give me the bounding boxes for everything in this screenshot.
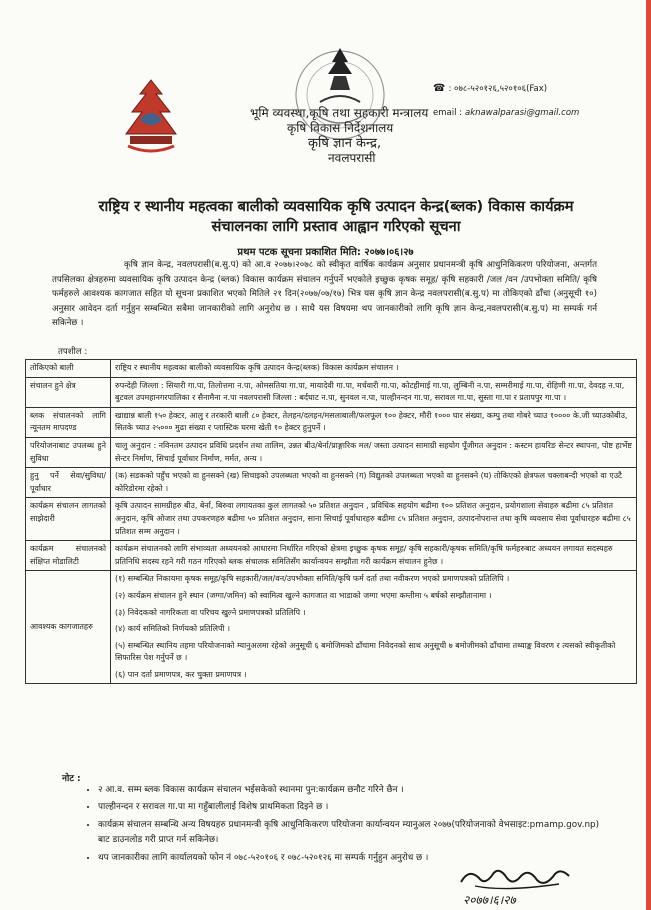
page-edge-stripe	[646, 0, 651, 910]
table-row	[26, 498, 637, 541]
document-item: (१) सम्बन्धित निकायमा कृषक समूह/कृषि सहकारी/जल/वन/उपभोक्ता समिति/कृषि फर्म दर्ता तथा नवीकरण भएको प्रमाणपत्रको प्रतिलिपि ।	[115, 574, 510, 584]
documents-list	[111, 571, 637, 684]
directorate-name: कृषि विकास निर्देशनालय	[287, 121, 394, 135]
nepal-emblem-icon	[120, 76, 182, 156]
table-value: रुपन्देही जिल्ला : सियारी गा.पा, तिलोत्तमा न.पा, ओमसतिया गा.पा, मायादेवी गा.पा, मर्चवारी गा.पा, कोटहीमाई गा.पा, लुम्बिनी न.पा, सम्मरीमाई गा.पा, रोहिणी गा.पा, देवदह न.पा, बुटवल उपमहानगरपालिका र सैनामैना न.पा नवलपरासी जिल्ला : बर्दघाट न.पा, सुनवल न.पा, पाल्हीनन्दन गा.पा, सरावल गा.पा, सुस्ता गा.पा र प्रतापपुर गा.पा ।	[111, 377, 637, 407]
table-row	[26, 377, 637, 407]
table-key: तोकिएको बाली	[26, 360, 111, 378]
office-name: कृषि ज्ञान केन्द्र,	[308, 136, 382, 151]
table-key: ब्लक संचालनको लागि न्यूनतम मापदण्ड	[26, 407, 111, 437]
notice-title	[96, 197, 576, 237]
table-row	[26, 360, 637, 378]
document-item: (२) कार्यक्रम संचालन हुने स्थान (जग्गा/जमिन) को स्वामित्व खुल्ने कागजात वा भाडाको जग्गा भएमा कम्तीमा ५ बर्षको सम्झौतानामा ।	[115, 590, 492, 600]
ministry-name: भूमि व्यवस्था,कृषि तथा सहकारी मन्त्रालय	[250, 106, 429, 120]
document-item: (६) पान दर्ता प्रमाणपत्र, कर चुक्ता प्रमाणपत्र ।	[115, 669, 247, 679]
phone-icon: ☎	[433, 83, 446, 94]
details-table	[25, 359, 637, 684]
table-key: आवश्यक कागजातहरु	[26, 571, 111, 684]
district-name: नवलपरासी	[328, 151, 376, 165]
note-item: • २ आ.व. सम्म ब्लक विकास कार्यक्रम संचालन भईसकेको स्थानमा पुन:कार्यक्रम छनौट गरिने छैन ।	[98, 783, 603, 798]
document-item: (५) सम्बन्धित स्थानिय तहमा परियोजनाको म्यानुअलमा रहेको अनुसूची ६ बमोजिमको ढाँचामा निवेदनको साथ अनुसूची ७ बमोजीमको ढाँचामा तथ्याङ्क विवरण र त्यसको स्वीकृतीको सिफारिस पेश गर्नुपर्ने छ ।	[115, 640, 616, 663]
table-value: (क) सडकको पहुँच भएको वा हुनसक्ने (ख) सिचाइको उपलब्धता भएको वा हुनसक्ने (ग) विद्युतको उपलब्धता भएको वा हुनसक्ने (घ) तोकिएको क्षेत्रफल चक्लाबन्दी भएको वा एउटै कोरिडोरमा रहेको ।	[111, 468, 637, 498]
details-label: तपशील :	[58, 347, 88, 357]
note-item: • थप जानकारीका लागि कार्यालयको फोन नं ०७८-५२०१०६ र ०७८-५२०१२६ मा सम्पर्क गर्नुहुन अनुरोध छ ।	[98, 851, 603, 866]
table-value: खाद्यान्न बाली १५० हेक्टर, आलु र तरकारी बाली ८० हेक्टर, तेलहन/दलहन/मसलाबाली/फलफूल १०० हेक्टर, मौरी १००० घार संख्या, कम्पु तथा गोबरे च्याउ १०००० के.जी च्याउकोबीउ, सितके च्याउ २५००० मुढा संख्या र प्लास्टिक घरमा खेती १० हेक्टर हुनुपर्ने ।	[111, 407, 637, 437]
table-key: कार्यक्रम संचालनको संक्षिप्त मोडालिटी	[26, 541, 111, 571]
note-label: नोट :	[62, 774, 81, 784]
publish-date: प्रथम पटक सूचना प्रकाशित मिति: २०७७।०६।२७	[237, 247, 414, 258]
email-address: aknawalparasi@gmail.com	[465, 108, 580, 118]
table-row	[26, 437, 637, 467]
table-row-documents	[26, 571, 637, 684]
email-label: email :	[433, 108, 463, 118]
contact-block	[433, 77, 579, 125]
table-row	[26, 407, 637, 437]
table-value: राष्ट्रिय र स्थानीय महत्वका बालीको व्यवसायिक कृषि उत्पादन केन्द्र(ब्लक) विकास कार्यक्रम संचालन ।	[111, 360, 637, 378]
notes-list	[78, 783, 603, 868]
table-row	[26, 468, 637, 498]
note-item: • पाल्हीनन्दन र सरावल गा.पा मा गहुँबालीलाई विशेष प्राथमिकता दिइने छ ।	[98, 800, 603, 815]
phone-number: : ०७८-५२०१२६,५२०१०६(Fax)	[448, 84, 548, 94]
handwritten-signature	[455, 864, 575, 909]
document-item: (४) कार्य समितिको निर्णयको प्रतिलिपी ।	[115, 624, 230, 634]
notice-title-line1: राष्ट्रिय र स्थानीय महत्वका बालीको व्यवसायिक कृषि उत्पादन केन्द्र(ब्लक) विकास कार्यक्रम	[98, 198, 574, 215]
office-header	[250, 106, 428, 166]
table-value: चालु अनुदान : नविनतम उत्पादन प्रविधि प्रदर्शन तथा तालिम, उन्नत बीउ/बेर्ना/प्राङ्गारिक मल/ जस्ता उत्पादन सामाग्री सहयोग पूँजीगत अनुदान : कस्टम हायरिङ सेन्टर स्थापना, पोष्ट हार्भेष्ट सेन्टर निर्माण, सिचाई पूर्वाधार निर्माण, मर्मत, अन्य ।	[111, 437, 637, 467]
table-key: संचालन हुने क्षेत्र	[26, 377, 111, 407]
table-key: हुनु पर्ने सेवा/सुविधा/पूर्वाधार	[26, 468, 111, 498]
table-value: कार्यक्रम संचालनको लागि संभाव्यता अध्ययनको आधारमा निर्धारित गरिएको क्षेत्रमा इच्छुक कृषक समूह/ कृषि सहकारी/कृषक समिति/कृषि फर्महरुबाट अध्ययन लगायत सदस्यहरु प्रतिनिधि सदस्य रहने गरी गठन गरिएको ब्लक संचालक समितिसँग कार्यान्वयन सम्झौता गरी कार्यक्रम संचालन हुनेछ ।	[111, 541, 637, 571]
note-item: • कार्यक्रम संचालन सम्बन्धि अन्य विषयहरु प्रधानमन्त्री कृषि आधुनिकिकरण परियोजना कार्यान्वयन म्यानुअल २०७७(परियोजनाको वेभसाइट:pmamp.gov.np) बाट डाउनलोड गरी प्राप्त गर्न सकिनेछ।	[98, 818, 603, 849]
table-key: परियोजनाबाट उपलब्ध हुने सुविधा	[26, 437, 111, 467]
notice-title-line2: संचालनका लागि प्रस्ताव आह्वान गरिएको सूचना	[211, 218, 461, 235]
table-value: कृषि उत्पादन सामग्रीहरु बीउ, बेर्ना, बिरुवा लगायतका कुल लागतको ५० प्रतिशत अनुदान , प्रविधिक सहयोग बढीमा १०० प्रतिशत अनुदान, प्रयोगशाला सेवाहरु बढीमा ८५ प्रतिशत अनुदान, कृषि ओजार तथा उपकरणहरु बढीमा ५० प्रतिशत अनुदान, साना सिचाई पूर्वाधारहरु बढीमा ८५ प्रतिशत अनुदान, उत्पादनोपरान्त तथा कृषि व्यवसाय सेवा पूर्वाधारहरु बढीमा ८५ प्रतिशत सम्म अनुदान ।	[111, 498, 637, 541]
table-row	[26, 541, 637, 571]
intro-paragraph: कृषि ज्ञान केन्द्र, नवलपरासी(ब.सु.प) को आ.व २०७७।२०७८ को स्वीकृत वार्षिक कार्यक्रम अनुसार प्रधानमन्त्री कृषि आधुनिकिकरण परियोजना, अन्तर्गत तपसिलका क्षेत्रहरुमा व्यवसायिक कृषि उत्पादन केन्द्र (ब्लक) विकास कार्यक्रम संचालन गर्नुपर्ने भएकोले इच्छुक कृषक समूह/ कृषि सहकारी /जल /वन /उपभोक्ता समिति/ कृषि फर्महरुले आवश्यक कागजात सहित यो सूचना प्रकाशित भएको मितिले २१ दिन(२०७७/०७/१७) भित्र यस कृषि ज्ञान केन्द्र नवलपरासी(ब.सु.प) मा तोकिएको ढाँचा (अनुसूची १०) अनुसार आवेदन दर्ता गर्नुहुन सम्बन्धित सबैमा जानकारीको लागि अनुरोध छ । साथै यस विषयमा थप जानकारीको लागि कृषि ज्ञान केन्द्र,नवलपरासी(ब.सु.प) मा सम्पर्क गर्न सकिनेछ ।	[52, 260, 597, 329]
table-key: कार्यक्रम संचालन लागतको साझेदारी	[26, 498, 111, 541]
signature-date: २०७७।६।२७	[463, 893, 516, 907]
document-item: (३) निवेदकको नागरिकता वा परिचय खुल्ने प्रमाणपत्रको प्रतिलिपि ।	[115, 607, 306, 617]
